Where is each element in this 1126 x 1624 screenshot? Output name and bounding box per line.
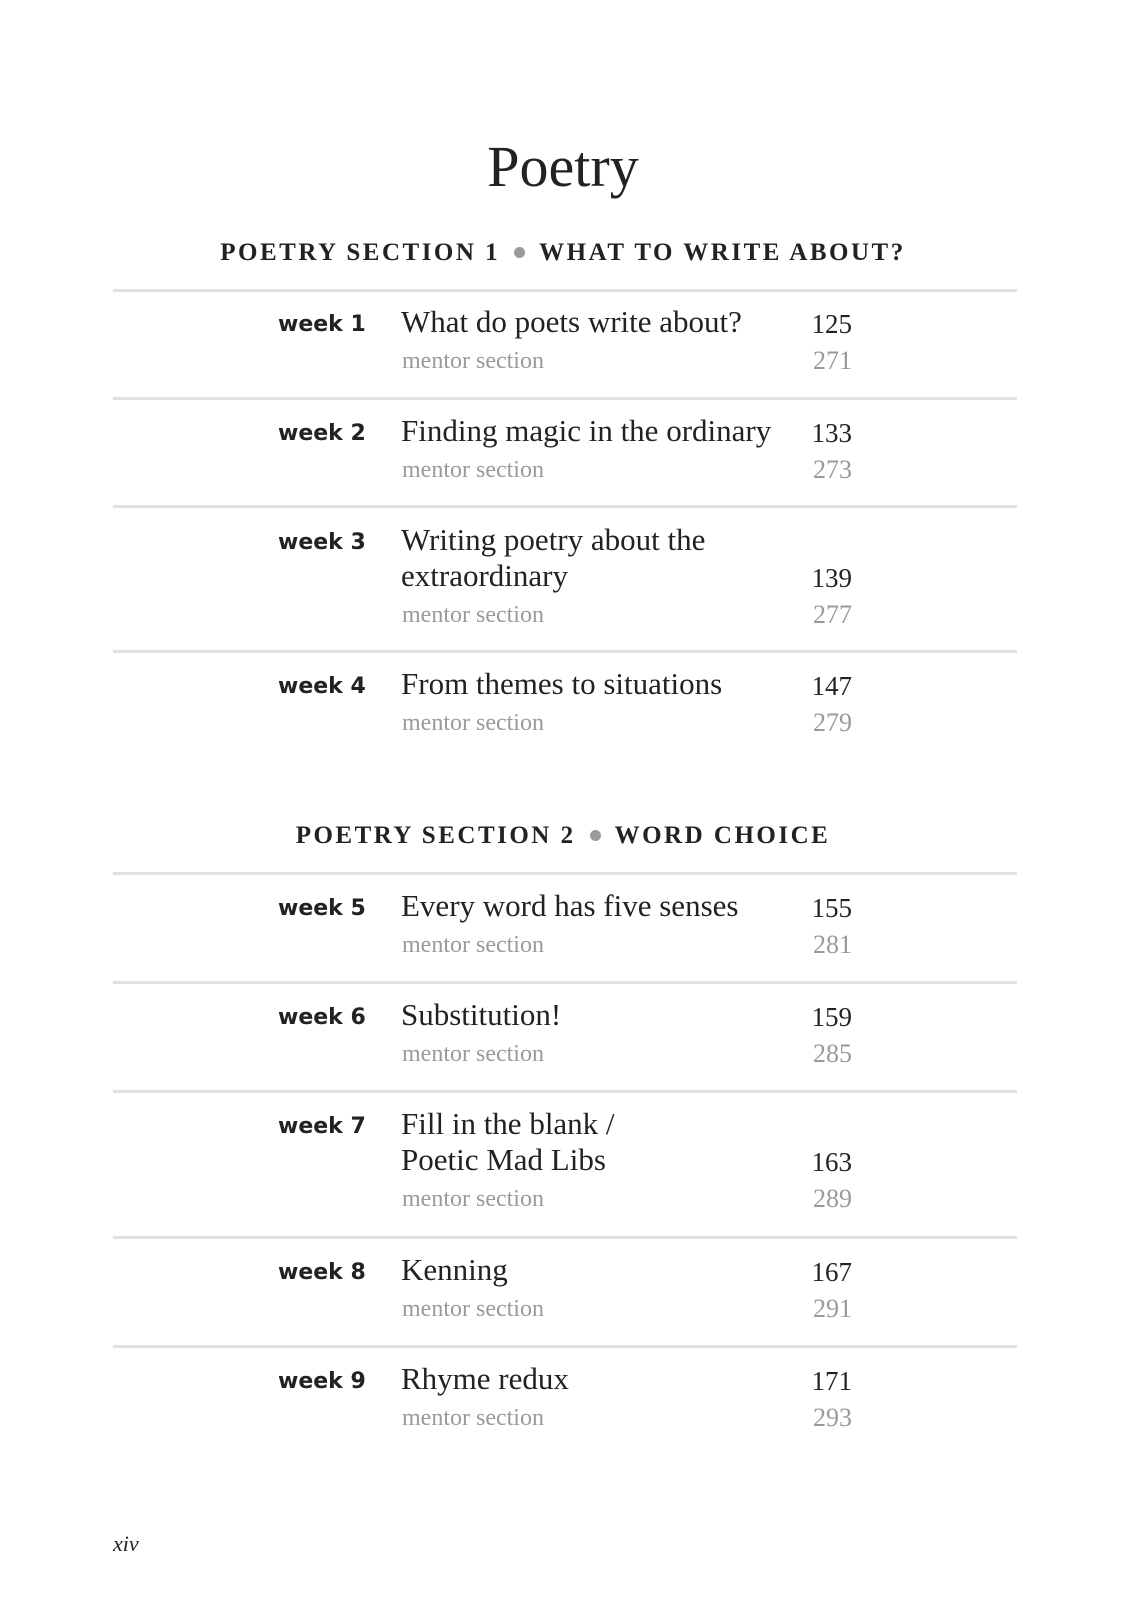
divider — [113, 505, 1017, 508]
entry-title[interactable]: Rhyme redux — [401, 1361, 569, 1396]
week-label: week 3 — [278, 530, 366, 555]
entry-title[interactable]: What do poets write about? — [401, 304, 742, 339]
entry-title[interactable]: From themes to situations — [401, 666, 723, 701]
entry-page-number: 139 — [811, 563, 852, 593]
divider — [113, 981, 1017, 984]
divider — [113, 289, 1017, 292]
entry-title-line-1[interactable]: Writing poetry about the — [401, 522, 706, 557]
entry-page-number: 147 — [811, 671, 852, 701]
bullet-separator-icon — [590, 830, 601, 841]
week-label: week 5 — [278, 896, 366, 921]
section-heading-2 — [0, 823, 1126, 848]
week-label: week 9 — [278, 1369, 366, 1394]
week-label: week 1 — [278, 312, 366, 337]
week-label: week 2 — [278, 421, 366, 446]
mentor-section-label[interactable]: mentor section — [402, 1405, 544, 1431]
week-label: week 6 — [278, 1005, 366, 1030]
mentor-page-number: 291 — [813, 1294, 852, 1323]
entry-title[interactable]: Finding magic in the ordinary — [401, 413, 772, 448]
entry-page-number: 167 — [811, 1257, 852, 1287]
mentor-section-label[interactable]: mentor section — [402, 1041, 544, 1067]
divider — [113, 1236, 1017, 1239]
entry-title[interactable]: Every word has five senses — [401, 888, 739, 923]
mentor-page-number: 281 — [813, 930, 852, 959]
bullet-separator-icon — [514, 247, 525, 258]
mentor-page-number: 273 — [813, 455, 852, 484]
week-label: week 8 — [278, 1260, 366, 1285]
mentor-page-number: 279 — [813, 708, 852, 737]
week-label: week 7 — [278, 1114, 366, 1139]
mentor-page-number: 271 — [813, 346, 852, 375]
entry-page-number: 163 — [811, 1147, 852, 1177]
entry-page-number: 171 — [811, 1366, 852, 1396]
mentor-section-label[interactable]: mentor section — [402, 457, 544, 483]
mentor-section-label[interactable]: mentor section — [402, 932, 544, 958]
entry-title-line-2[interactable]: extraordinary — [401, 558, 568, 593]
section-heading-1 — [0, 240, 1126, 265]
week-label: week 4 — [278, 674, 366, 699]
mentor-page-number: 289 — [813, 1184, 852, 1213]
page-title: Poetry — [487, 134, 639, 199]
section-label: POETRY SECTION 2 — [295, 822, 576, 849]
entry-title-line-2[interactable]: Poetic Mad Libs — [401, 1142, 606, 1177]
entry-title-line-1[interactable]: Fill in the blank / — [401, 1106, 615, 1141]
divider — [113, 397, 1017, 400]
divider — [113, 1090, 1017, 1093]
entry-title[interactable]: Substitution! — [401, 997, 562, 1032]
mentor-section-label[interactable]: mentor section — [402, 348, 544, 374]
entry-page-number: 159 — [811, 1002, 852, 1032]
mentor-section-label[interactable]: mentor section — [402, 1186, 544, 1212]
mentor-section-label[interactable]: mentor section — [402, 1296, 544, 1322]
section-label: POETRY SECTION 1 — [220, 239, 501, 266]
mentor-section-label[interactable]: mentor section — [402, 602, 544, 628]
entry-title[interactable]: Kenning — [401, 1252, 508, 1287]
section-topic: WHAT TO WRITE ABOUT? — [539, 239, 906, 266]
mentor-section-label[interactable]: mentor section — [402, 710, 544, 736]
entry-page-number: 133 — [811, 418, 852, 448]
mentor-page-number: 285 — [813, 1039, 852, 1068]
page-folio: xiv — [113, 1531, 139, 1556]
divider — [113, 872, 1017, 875]
section-topic: WORD CHOICE — [614, 822, 831, 849]
mentor-page-number: 293 — [813, 1403, 852, 1432]
mentor-page-number: 277 — [813, 600, 852, 629]
divider — [113, 1345, 1017, 1348]
entry-page-number: 155 — [811, 893, 852, 923]
entry-page-number: 125 — [811, 309, 852, 339]
divider — [113, 650, 1017, 653]
